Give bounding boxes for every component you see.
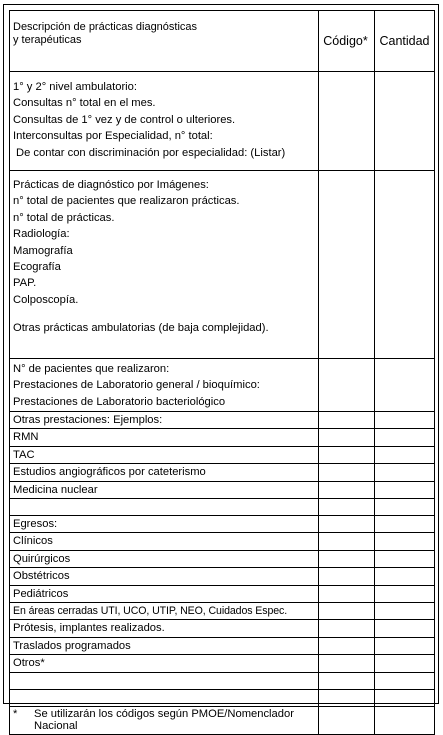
table-row-empty <box>10 499 435 516</box>
row-label: Otras prestaciones: Ejemplos: <box>10 412 319 429</box>
cantidad-cell[interactable] <box>375 689 435 706</box>
section-line: Consultas de 1° vez y de control o ulteriores. <box>13 113 236 126</box>
section-line: Radiología: <box>13 228 70 241</box>
codigo-cell[interactable] <box>319 429 375 446</box>
section-line: n° total de pacientes que realizaron prácticas. <box>13 195 240 208</box>
codigo-cell[interactable] <box>319 655 375 672</box>
cantidad-cell[interactable] <box>375 620 435 637</box>
table-row <box>10 464 435 481</box>
table-row-empty <box>10 672 435 689</box>
header-description <box>10 11 319 72</box>
cantidad-cell[interactable] <box>375 499 435 516</box>
cantidad-cell[interactable] <box>375 637 435 654</box>
row-label-empty[interactable] <box>10 672 319 689</box>
codigo-cell[interactable] <box>319 550 375 567</box>
row-label: Obstétricos <box>10 568 319 585</box>
table-row <box>10 568 435 585</box>
row-label: Estudios angiográficos por cateterismo <box>10 464 319 481</box>
section-line: Colposcopía. <box>13 293 79 306</box>
table-row <box>10 637 435 654</box>
codigo-cell[interactable] <box>319 72 375 171</box>
section-line: n° total de prácticas. <box>13 211 115 224</box>
table-row <box>10 585 435 602</box>
row-label: Medicina nuclear <box>10 481 319 498</box>
header-description-line: y terapéuticas <box>13 34 82 46</box>
cantidad-cell[interactable] <box>375 429 435 446</box>
cantidad-cell[interactable] <box>375 464 435 481</box>
table-row <box>10 620 435 637</box>
row-label-empty[interactable] <box>10 499 319 516</box>
footnote-text: Se utilizarán los códigos según PMOE/Nomenclador <box>34 707 294 720</box>
codigo-cell[interactable] <box>319 603 375 620</box>
row-label: Traslados programados <box>10 637 319 654</box>
row-label: Quirúrgicos <box>10 550 319 567</box>
cantidad-cell[interactable] <box>375 359 435 412</box>
table-row <box>10 446 435 463</box>
table-row <box>10 655 435 672</box>
cantidad-cell <box>375 706 435 734</box>
codigo-cell[interactable] <box>319 412 375 429</box>
footnote <box>10 706 319 734</box>
row-label: Clínicos <box>10 533 319 550</box>
cantidad-cell[interactable] <box>375 533 435 550</box>
codigo-cell[interactable] <box>319 359 375 412</box>
section-laboratorio-row <box>10 359 435 412</box>
section-line: Consultas n° total en el mes. <box>13 97 156 110</box>
table-row <box>10 481 435 498</box>
row-label: RMN <box>10 429 319 446</box>
codigo-cell[interactable] <box>319 171 375 359</box>
table-row <box>10 550 435 567</box>
cantidad-cell[interactable] <box>375 655 435 672</box>
cantidad-cell[interactable] <box>375 171 435 359</box>
codigo-cell[interactable] <box>319 464 375 481</box>
codigo-cell[interactable] <box>319 637 375 654</box>
codigo-cell[interactable] <box>319 516 375 533</box>
footnote-mark: * <box>13 707 18 720</box>
codigo-cell[interactable] <box>319 499 375 516</box>
section-line: PAP. <box>13 277 37 290</box>
cantidad-cell[interactable] <box>375 550 435 567</box>
section-line: Prestaciones de Laboratorio general / bioquímico: <box>13 379 260 392</box>
table-row <box>10 533 435 550</box>
section-line: 1° y 2° nivel ambulatorio: <box>13 81 137 93</box>
cantidad-cell[interactable] <box>375 672 435 689</box>
cantidad-cell[interactable] <box>375 568 435 585</box>
codigo-cell[interactable] <box>319 689 375 706</box>
codigo-cell[interactable] <box>319 568 375 585</box>
footnote-text: Nacional <box>34 720 78 733</box>
table-row <box>10 603 435 620</box>
codigo-cell[interactable] <box>319 585 375 602</box>
header-description-line: Descripción de prácticas diagnósticas <box>13 21 198 33</box>
footnote-line <box>13 708 318 721</box>
row-label-empty[interactable] <box>10 689 319 706</box>
codigo-cell[interactable] <box>319 672 375 689</box>
section-line: N° de pacientes que realizaron: <box>13 363 170 375</box>
codigo-cell[interactable] <box>319 620 375 637</box>
table-row-empty <box>10 689 435 706</box>
section-line: Interconsultas por Especialidad, n° total: <box>13 130 213 143</box>
codigo-cell <box>319 706 375 734</box>
section-line: De contar con discriminación por especialidad: (Listar) <box>16 146 286 159</box>
section-laboratorio <box>10 359 319 412</box>
table-row <box>10 429 435 446</box>
cantidad-cell[interactable] <box>375 603 435 620</box>
cantidad-cell[interactable] <box>375 412 435 429</box>
header-codigo: Código* <box>319 11 375 72</box>
section-line: Prácticas de diagnóstico por Imágenes: <box>13 179 209 191</box>
header-cantidad: Cantidad <box>375 11 435 72</box>
spacer <box>13 308 318 320</box>
table-row <box>10 412 435 429</box>
practices-table <box>9 10 435 735</box>
cantidad-cell[interactable] <box>375 72 435 171</box>
cantidad-cell[interactable] <box>375 585 435 602</box>
section-ambulatorio-row <box>10 72 435 171</box>
section-ambulatorio <box>10 72 319 171</box>
section-imagenes-row <box>10 171 435 359</box>
row-label: Prótesis, implantes realizados. <box>10 620 319 637</box>
codigo-cell[interactable] <box>319 533 375 550</box>
codigo-cell[interactable] <box>319 446 375 463</box>
section-imagenes <box>10 171 319 359</box>
section-line: Ecografía <box>13 261 61 274</box>
section-line: Otras prácticas ambulatorias (de baja complejidad). <box>13 322 269 335</box>
row-label: Otros* <box>10 655 319 672</box>
cantidad-cell[interactable] <box>375 516 435 533</box>
row-label: Pediátricos <box>10 585 319 602</box>
cantidad-cell[interactable] <box>375 446 435 463</box>
section-line: Prestaciones de Laboratorio bacteriológico <box>13 395 226 408</box>
codigo-cell[interactable] <box>319 481 375 498</box>
table-row <box>10 516 435 533</box>
footnote-row <box>10 706 435 734</box>
table-header-row <box>10 11 435 72</box>
cantidad-cell[interactable] <box>375 481 435 498</box>
row-label: TAC <box>10 446 319 463</box>
row-label: En áreas cerradas UTI, UCO, UTIP, NEO, Cuidados Espec. <box>10 603 319 620</box>
section-line: Mamografía <box>13 244 73 257</box>
row-label: Egresos: <box>10 516 319 533</box>
